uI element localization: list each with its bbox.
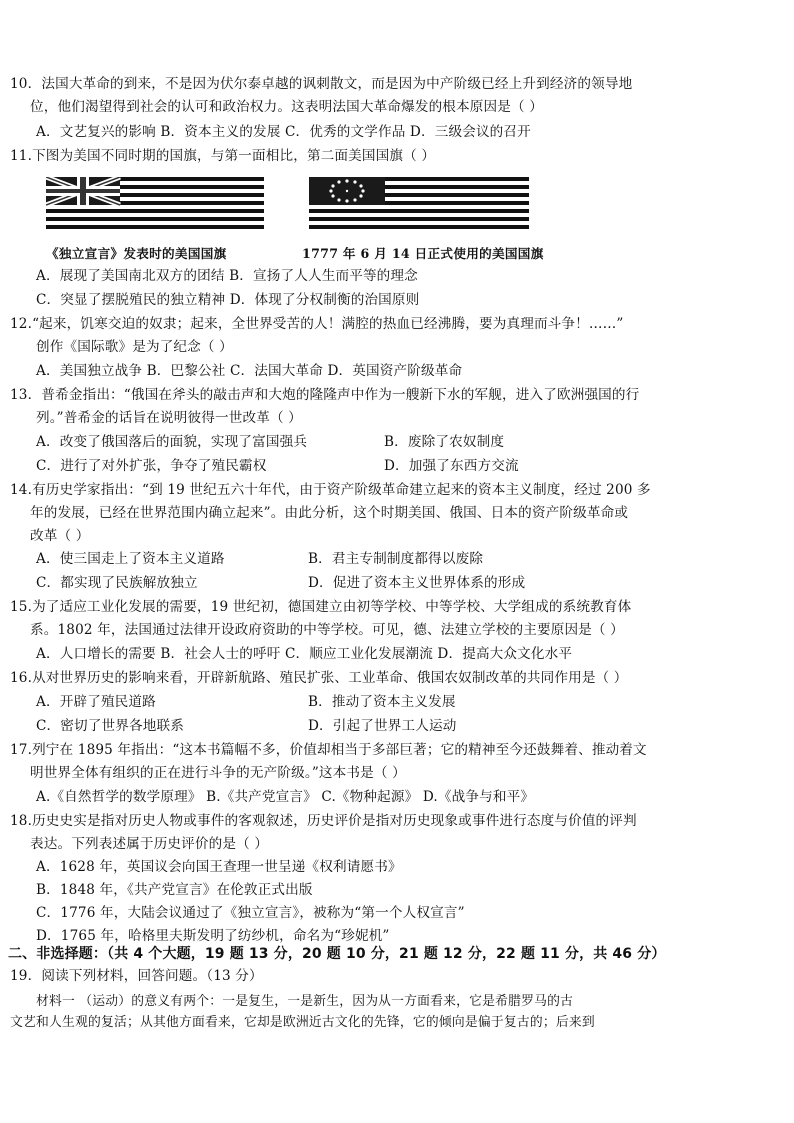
- section-2-heading: 二、非选择题：（共 4 个大题，19 题 13 分，20 题 10 分，21 题 12 分，22 题 11 分，共 46 分）: [8, 946, 666, 962]
- q17-stem-line1: 17.列宁在 1895 年指出：“这本书篇幅不多，价值却相当于多部巨著；它的精神至今还鼓舞着、推动着文: [10, 742, 647, 758]
- q16-stem: 16.从对世界历史的影响来看，开辟新航路、殖民扩张、工业革命、俄国农奴制改革的共同作用是（ ）: [10, 670, 628, 686]
- union-jack-canton: [46, 177, 120, 205]
- q12-stem-line1: 12.“起来，饥寒交迫的奴隶；起来，全世界受苦的人！满腔的热血已经沸腾，要为真理而斗争！……”: [10, 316, 624, 332]
- q19-stem: 19．阅读下列材料，回答问题。（13 分）: [10, 968, 263, 984]
- q12-stem-line2: 创作《国际歌》是为了纪念（ ）: [36, 339, 233, 355]
- q16-option-a: A．开辟了殖民道路: [36, 694, 156, 710]
- q19-material-line1: 材料一 （运动）的意义有两个：一是复生，一是新生，因为从一方面看来，它是希腊罗马的古: [36, 994, 574, 1009]
- q17-options: A.《自然哲学的数学原理》 B.《共产党宣言》 C.《物种起源》 D.《战争与和平》: [36, 789, 535, 805]
- q14-stem-line2: 年的发展，已经在世界范围内确立起来”。由此分析，这个时期美国、俄国、日本的资产阶级革命或: [30, 505, 629, 521]
- q18-stem-line2: 表达。下列表述属于历史评价的是（ ）: [30, 836, 269, 852]
- q11-options-line2: C．突显了摆脱殖民的独立精神 D．体现了分权制衡的治国原则: [36, 292, 420, 308]
- q13-option-c: C．进行了对外扩张，争夺了殖民霸权: [36, 458, 267, 474]
- q11-options-line1: A．展现了美国南北双方的团结 B．宣扬了人人生而平等的理念: [36, 268, 418, 284]
- q19-material-line2: 文艺和人生观的复活；从其他方面看来，它却是欧洲近古文化的先锋，它的倾向是偏于复古的；后来到: [10, 1015, 595, 1030]
- q13-stem-line1: 13．普希金指出：“俄国在斧头的敲击声和大炮的隆隆声中作为一艘新下水的军舰，进入了欧洲强国的行: [10, 387, 640, 403]
- q18-option-d: D．1765 年，哈格里夫斯发明了纺纱机，命名为“珍妮机”: [36, 928, 390, 944]
- q10-stem-line2: 位，他们渴望得到社会的认可和政治权力。这表明法国大革命爆发的根本原因是（ ）: [30, 99, 543, 115]
- q18-option-b: B．1848 年，《共产党宣言》在伦敦正式出版: [36, 882, 313, 898]
- q15-stem-line1: 15.为了适应工业化发展的需要，19 世纪初，德国建立由初等学校、中等学校、大学组成的系统教育体: [10, 599, 632, 615]
- q14-option-d: D．促进了资本主义世界体系的形成: [308, 575, 526, 591]
- flag-circle-of-stars-icon: [309, 177, 529, 229]
- q11-caption-2: 1777 年 6 月 14 日正式使用的美国国旗: [302, 246, 544, 261]
- q18-option-a: A．1628 年，英国议会向国王查理一世呈递《权利请愿书》: [36, 859, 402, 875]
- q14-option-a: A．使三国走上了资本主义道路: [36, 551, 225, 567]
- star-circle-canton: [309, 177, 385, 205]
- q15-stem-line2: 系。1802 年，法国通过法律开设政府资助的中等学校。可见，德、法建立学校的主要原因是（ ）: [30, 622, 624, 638]
- q15-options: A．人口增长的需要 B．社会人士的呼吁 C．顺应工业化发展潮流 D．提高大众文化水平: [36, 646, 573, 662]
- q14-stem-line3: 改革（ ）: [30, 528, 90, 544]
- flag-union-stripes-icon: [46, 177, 264, 229]
- q11-caption-1: 《独立宣言》发表时的美国国旗: [46, 246, 227, 261]
- q16-option-c: C．密切了世界各地联系: [36, 718, 184, 734]
- q10-options: A．文艺复兴的影响 B．资本主义的发展 C．优秀的文学作品 D．三级会议的召开: [36, 124, 531, 140]
- q10-stem-line1: 10．法国大革命的到来，不是因为伏尔泰卓越的讽刺散文，而是因为中产阶级已经上升到经济的领导地: [10, 76, 633, 92]
- q12-options: A．美国独立战争 B．巴黎公社 C．法国大革命 D．英国资产阶级革命: [36, 363, 463, 379]
- q13-option-a: A．改变了俄国落后的面貌，实现了富国强兵: [36, 434, 308, 450]
- q16-option-b: B．推动了资本主义发展: [308, 694, 456, 710]
- q14-option-c: C．都实现了民族解放独立: [36, 575, 198, 591]
- q17-stem-line2: 明世界全体有组织的正在进行斗争的无产阶级。”这本书是（ ）: [30, 765, 406, 781]
- q13-stem-line2: 列。”普希金的话旨在说明彼得一世改革（ ）: [36, 410, 302, 426]
- q13-option-d: D．加强了东西方交流: [384, 458, 519, 474]
- q13-option-b: B．废除了农奴制度: [384, 434, 505, 450]
- q18-option-c: C．1776 年，大陆会议通过了《独立宣言》，被称为“第一个人权宣言”: [36, 905, 465, 921]
- q18-stem-line1: 18.历史史实是指对历史人物或事件的客观叙述，历史评价是指对历史现象或事件进行态度与价值的评判: [10, 813, 637, 829]
- q11-stem: 11.下图为美国不同时期的国旗，与第一面相比，第二面美国国旗（ ）: [10, 148, 436, 164]
- q14-stem-line1: 14.有历史学家指出：“到 19 世纪五六十年代，由于资产阶级革命建立起来的资本主义制度，经过 200 多: [10, 482, 651, 498]
- q14-option-b: B．君主专制制度都得以废除: [308, 551, 484, 567]
- q16-option-d: D．引起了世界工人运动: [308, 718, 457, 734]
